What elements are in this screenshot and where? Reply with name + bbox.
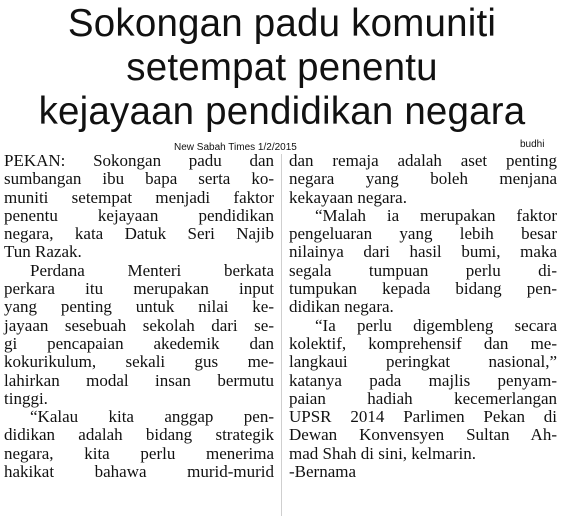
article-line: kokurikulum, sekali gus me- xyxy=(4,352,274,372)
article-line: paian hadiah kecemerlangan xyxy=(289,388,557,408)
article-column-left xyxy=(4,152,274,481)
article-line: muniti setempat menjadi faktor xyxy=(4,187,274,207)
article-line: Perdana Menteri berkata xyxy=(30,260,274,280)
article-line: kekayaan negara. xyxy=(289,187,407,207)
article-line: “Ia perlu digembleng secara xyxy=(315,315,557,335)
article-line: segala tumpuan perlu di- xyxy=(289,260,557,280)
article-line: hakikat bahawa murid-murid xyxy=(4,462,274,482)
article-line: sumbangan ibu bapa serta ko- xyxy=(4,169,274,189)
article-line: negara yang boleh menjana xyxy=(289,169,557,189)
article-line: Tun Razak. xyxy=(4,242,82,262)
article-line: dan remaja adalah aset penting xyxy=(289,151,557,170)
column-divider xyxy=(281,154,282,516)
article-line: didikan negara. xyxy=(289,297,394,317)
article-line: nilainya dari hasil bumi, maka xyxy=(289,242,557,262)
article-line: katanya pada majlis penyam- xyxy=(289,370,557,390)
article-line: mad Shah di sini, kelmarin. xyxy=(289,443,476,463)
article-line: pengeluaran yang lebih besar xyxy=(289,224,557,244)
source-credit: New Sabah Times 1/2/2015 xyxy=(174,142,297,153)
article-line: negara, kita perlu menerima xyxy=(4,443,274,463)
article-line: “Kalau kita anggap pen- xyxy=(30,407,274,427)
article-line: penentu kejayaan pendidikan xyxy=(4,205,274,225)
article-line: tumpukan kepada bidang pen- xyxy=(289,279,557,299)
article-line: Dewan Konvensyen Sultan Ah- xyxy=(289,425,557,445)
author-credit: budhi xyxy=(520,139,545,150)
article-line: gi pencapaian akedemik dan xyxy=(4,333,274,353)
article-line: negara, kata Datuk Seri Najib xyxy=(4,224,274,244)
article-line: kolektif, komprehensif dan me- xyxy=(289,333,557,353)
article-line: jayaan sesebuah sekolah dari se- xyxy=(4,315,274,335)
article-line: didikan adalah bidang strategik xyxy=(4,425,274,445)
headline-line-2: setempat penentu xyxy=(126,46,438,89)
article-line: langkaui peringkat nasional,” xyxy=(289,352,557,372)
article-line: lahirkan modal insan bermutu xyxy=(4,370,274,390)
headline xyxy=(0,2,564,134)
article-line: “Malah ia merupakan faktor xyxy=(315,205,557,225)
article-line: UPSR 2014 Parlimen Pekan di xyxy=(289,407,557,427)
article-line: tinggi. xyxy=(4,388,48,408)
headline-line-1: Sokongan padu komuniti xyxy=(67,2,497,45)
article-line: yang penting untuk nilai ke- xyxy=(4,297,274,317)
headline-line-3: kejayaan pendidikan negara xyxy=(38,90,526,133)
article-line: perkara itu merupakan input xyxy=(4,279,274,299)
article-column-right xyxy=(289,152,557,481)
article-line: PEKAN: Sokongan padu dan xyxy=(4,151,274,170)
article-line: -Bernama xyxy=(289,462,357,482)
